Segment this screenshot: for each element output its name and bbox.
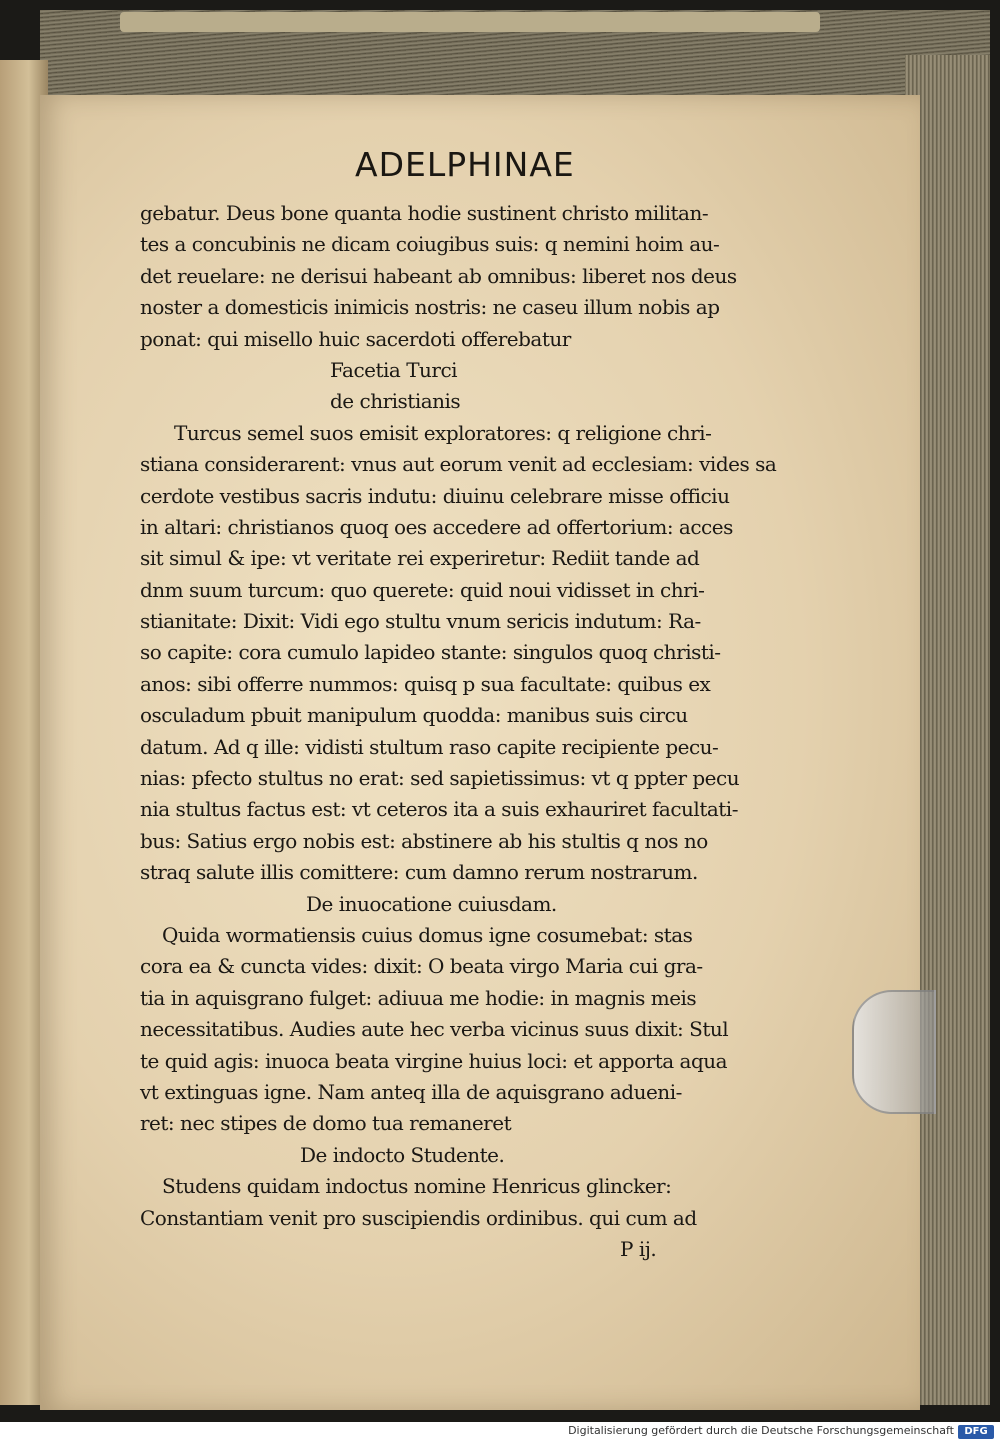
text-line: noster a domesticis inimicis nostris: ne caseu illum nobis ap <box>140 295 720 320</box>
text-line: Quida wormatiensis cuius domus igne cosumebat: stas <box>162 922 693 947</box>
text-line: tia in aquisgrano fulget: adiuua me hodie: in magnis meis <box>140 985 697 1010</box>
text-line: straq salute illis comittere: cum damno rerum nostrarum. <box>140 860 698 885</box>
text-line: ponat: qui misello huic sacerdoti offerebatur <box>140 326 571 351</box>
text-line: tes a concubinis ne dicam coiugibus suis: q nemini hoim au- <box>140 232 720 257</box>
text-line: anos: sibi offerre nummos: quisq p sua facultate: quibus ex <box>140 671 711 696</box>
text-line: osculadum pbuit manipulum quodda: manibus suis circu <box>140 703 688 728</box>
text-line: De inuocatione cuiusdam. <box>306 891 557 916</box>
text-line: gebatur. Deus bone quanta hodie sustinent christo militan- <box>140 201 709 225</box>
text-line: cora ea & cuncta vides: dixit: O beata virgo Maria cui gra- <box>140 954 703 979</box>
text-line: de christianis <box>330 389 461 414</box>
footer-bar <box>0 1422 1000 1442</box>
text-line: nia stultus factus est: vt ceteros ita a suis exhauriret facultati- <box>140 797 738 822</box>
text-line: necessitatibus. Audies aute hec verba vicinus suus dixit: Stul <box>140 1017 729 1042</box>
book-spine-cap <box>120 12 820 32</box>
text-line: Studens quidam indoctus nomine Henricus glincker: <box>162 1174 672 1199</box>
text-line: so capite: cora cumulo lapideo stante: singulos quoq christi- <box>140 640 721 665</box>
page-clip <box>852 990 936 1114</box>
text-line: nias: pfecto stultus no erat: sed sapietissimus: vt q ppter pecu <box>140 766 740 791</box>
text-line: vt extinguas igne. Nam anteq illa de aquisgrano adueni- <box>140 1079 682 1104</box>
text-line: sit simul & ipe: vt veritate rei experiretur: Rediit tande ad <box>140 546 700 571</box>
text-line: Turcus semel suos emisit exploratores: q religione chri- <box>174 420 712 445</box>
text-line: stiana considerarent: vnus aut eorum venit ad ecclesiam: vides sa <box>140 452 777 477</box>
dfg-logo: DFG <box>958 1425 994 1439</box>
text-line: stianitate: Dixit: Vidi ego stultu vnum sericis indutum: Ra- <box>140 609 701 634</box>
signature-mark: P ij. <box>620 1236 657 1261</box>
text-line: te quid agis: inuoca beata virgine huius loci: et apporta aqua <box>140 1048 728 1073</box>
text-line: ret: nec stipes de domo tua remaneret <box>140 1111 512 1136</box>
page-text-block <box>140 198 780 1265</box>
text-line: Facetia Turci <box>330 357 458 382</box>
printed-page <box>40 95 920 1410</box>
running-head: ADELPHINAE <box>355 145 575 184</box>
text-line: De indocto Studente. <box>300 1142 505 1167</box>
text-line: det reuelare: ne derisui habeant ab omnibus: liberet nos deus <box>140 263 737 288</box>
text-line: datum. Ad q ille: vidisti stultum raso capite recipiente pecu- <box>140 734 719 759</box>
text-line: in altari: christianos quoq oes accedere ad offertorium: acces <box>140 514 733 539</box>
text-line: cerdote vestibus sacris indutu: diuinu celebrare misse officiu <box>140 483 730 508</box>
text-line: bus: Satius ergo nobis est: abstinere ab his stultis q nos no <box>140 828 708 853</box>
text-line: dnm suum turcum: quo querete: quid noui vidisset in chri- <box>140 577 705 602</box>
funding-credit: Digitalisierung gefördert durch die Deutsche Forschungsgemeinschaft <box>568 1424 954 1437</box>
text-line: Constantiam venit pro suscipiendis ordinibus. qui cum ad <box>140 1205 697 1230</box>
